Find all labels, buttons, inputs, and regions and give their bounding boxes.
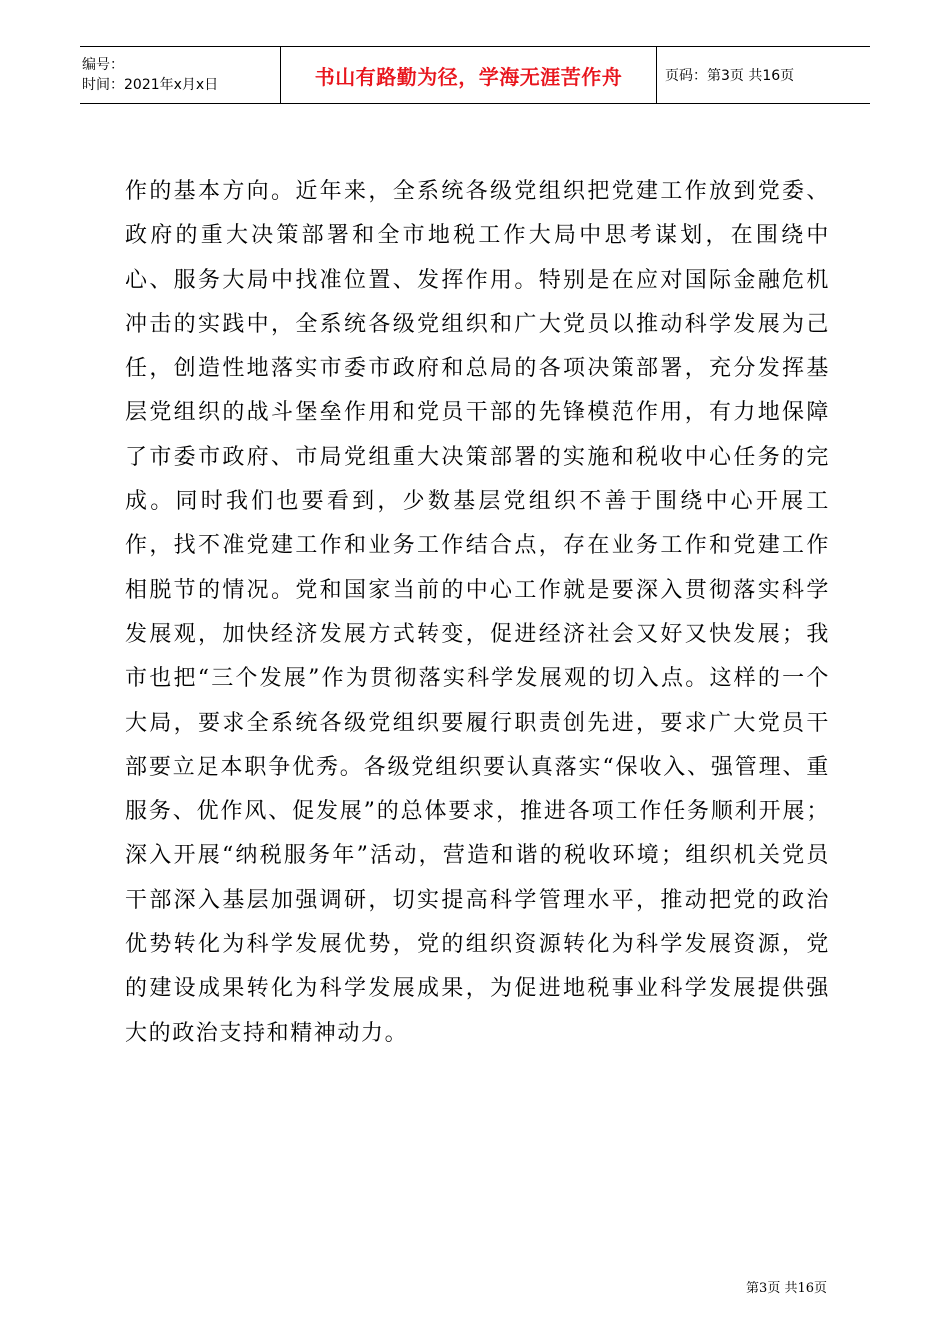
page-header bbox=[80, 46, 870, 104]
date-label: 时间：2021年x月x日 bbox=[82, 77, 219, 93]
header-page-code bbox=[657, 47, 870, 103]
motto-text: 书山有路勤为径，学海无涯苦作舟 bbox=[314, 64, 623, 89]
footer-page-number: 第3页 共16页 bbox=[746, 1281, 827, 1296]
page-code-text: 页码：第3页 共16页 bbox=[665, 68, 795, 84]
body-paragraph: 作的基本方向。近年来，全系统各级党组织把党建工作放到党委、政府的重大决策部署和全市地税工作大局中思考谋划，在围绕中心、服务大局中找准位置、发挥作用。特别是在应对国际金融危机冲击的实践中，全系统各级党组织和广大党员以推动科学发展为己任，创造性地落实市委市政府和总局的各项决策部署，充分发挥基层党组织的战斗堡垒作用和党员干部的先锋模范作用，有力地保障了市委市政府、市局党组重大决策部署的实施和税收中心任务的完成。同时我们也要看到，少数基层党组织不善于围绕中心开展工作，找不准党建工作和业务工作结合点，存在业务工作和党建工作相脱节的情况。党和国家当前的中心工作就是要深入贯彻落实科学发展观，加快经济发展方式转变，促进经济社会又好又快发展；我市也把“三个发展”作为贯彻落实科学发展观的切入点。这样的一个大局，要求全系统各级党组织要履行职责创先进，要求广大党员干部要立足本职争优秀。各级党组织要认真落实“保收入、强管理、重服务、优作风、促发展”的总体要求，推进各项工作任务顺利开展；深入开展“纳税服务年”活动，营造和谐的税收环境；组织机关党员干部深入基层加强调研，切实提高科学管理水平，推动把党的政治优势转化为科学发展优势，党的组织资源转化为科学发展资源，党的建设成果转化为科学发展成果，为促进地税事业科学发展提供强大的政治支持和精神动力。 bbox=[125, 179, 830, 1046]
header-meta bbox=[80, 47, 281, 103]
page-footer bbox=[746, 1277, 827, 1296]
header-motto bbox=[281, 47, 657, 103]
serial-number-label: 编号： bbox=[82, 57, 124, 73]
